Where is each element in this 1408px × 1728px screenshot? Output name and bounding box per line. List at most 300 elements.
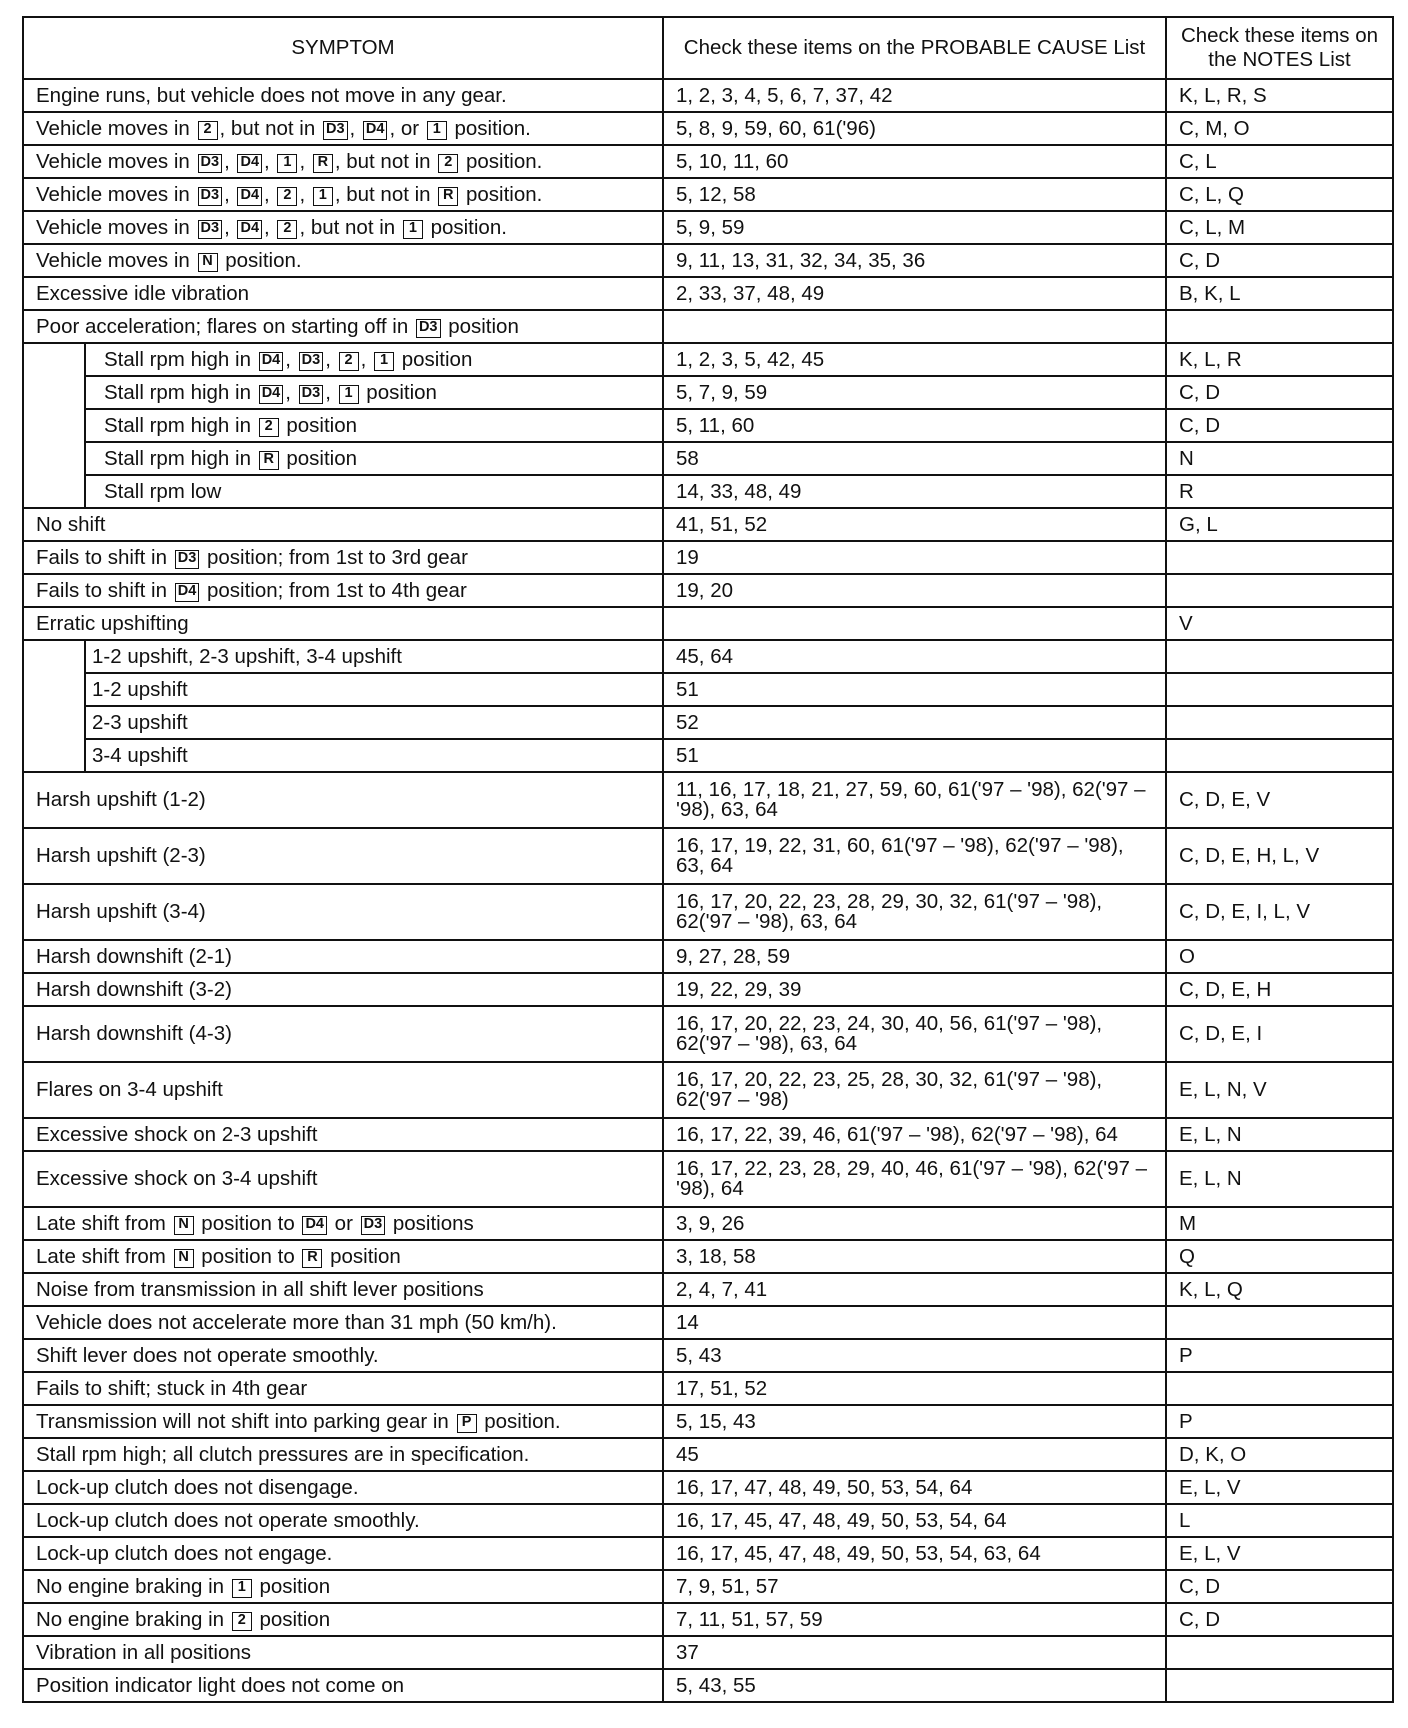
symptom-cell xyxy=(23,277,663,310)
probable-cause-cell: 16, 17, 45, 47, 48, 49, 50, 53, 54, 64 xyxy=(663,1504,1166,1537)
table-header-row xyxy=(23,17,1393,79)
table-row xyxy=(23,277,1393,310)
symptom-cell xyxy=(85,739,663,772)
symptom-text: position. xyxy=(478,1409,561,1433)
symptom-cell xyxy=(85,343,663,376)
probable-cause-cell: 1, 2, 3, 4, 5, 6, 7, 37, 42 xyxy=(663,79,1166,112)
symptom-cell xyxy=(23,145,663,178)
symptom-text: Excessive idle vibration xyxy=(36,281,250,305)
notes-cell xyxy=(1166,706,1393,739)
indent-spacer-cell xyxy=(23,343,85,508)
symptom-text: , but not in xyxy=(334,149,437,173)
probable-cause-cell: 51 xyxy=(663,673,1166,706)
symptom-cell xyxy=(85,673,663,706)
table-row xyxy=(23,475,1393,508)
symptom-text: position. xyxy=(219,248,302,272)
probable-cause-cell: 16, 17, 20, 22, 23, 28, 29, 30, 32, 61('97 – '98), 62('97 – '98), 63, 64 xyxy=(663,884,1166,940)
symptom-cell xyxy=(85,706,663,739)
symptom-column-header: SYMPTOM xyxy=(23,17,663,79)
symptom-cell xyxy=(23,1306,663,1339)
symptom-text: Poor acceleration; flares on starting off in xyxy=(36,314,414,338)
shift-position-badge: 1 xyxy=(277,154,297,173)
notes-cell xyxy=(1166,739,1393,772)
notes-cell: C, D xyxy=(1166,1603,1393,1636)
symptom-cell xyxy=(85,640,663,673)
probable-cause-cell: 14 xyxy=(663,1306,1166,1339)
table-row xyxy=(23,940,1393,973)
table-row xyxy=(23,1669,1393,1702)
symptom-cell xyxy=(23,1471,663,1504)
shift-position-badge: 1 xyxy=(427,121,447,140)
shift-position-badge: 1 xyxy=(232,1579,252,1598)
symptom-text: Late shift from xyxy=(36,1244,172,1268)
symptom-text: position xyxy=(360,380,437,404)
symptom-text: 1-2 upshift, 2-3 upshift, 3-4 upshift xyxy=(92,644,402,668)
symptom-cell xyxy=(23,940,663,973)
symptom-text: No engine braking in xyxy=(36,1574,230,1598)
symptom-text: Late shift from xyxy=(36,1211,172,1235)
table-row xyxy=(23,1438,1393,1471)
symptom-cell xyxy=(23,1006,663,1062)
symptom-cell xyxy=(23,772,663,828)
symptom-text: Excessive shock on 2-3 upshift xyxy=(36,1122,318,1146)
symptom-text: Harsh downshift (3-2) xyxy=(36,977,232,1001)
symptom-text: Harsh upshift (2-3) xyxy=(36,844,206,867)
probable-cause-cell: 19, 22, 29, 39 xyxy=(663,973,1166,1006)
symptom-cell xyxy=(23,1240,663,1273)
notes-cell: C, D xyxy=(1166,244,1393,277)
shift-position-badge: D3 xyxy=(198,220,223,239)
probable-cause-cell: 41, 51, 52 xyxy=(663,508,1166,541)
symptom-cell xyxy=(23,211,663,244)
symptom-text: Vehicle moves in xyxy=(36,215,196,239)
table-row xyxy=(23,343,1393,376)
symptom-text: Fails to shift; stuck in 4th gear xyxy=(36,1376,308,1400)
symptom-cell xyxy=(23,1537,663,1570)
symptom-text: , xyxy=(264,182,276,206)
notes-cell: K, L, R xyxy=(1166,343,1393,376)
shift-position-badge: D4 xyxy=(259,352,284,371)
probable-cause-cell: 7, 11, 51, 57, 59 xyxy=(663,1603,1166,1636)
table-row xyxy=(23,1306,1393,1339)
notes-cell: C, M, O xyxy=(1166,112,1393,145)
notes-cell: C, D xyxy=(1166,409,1393,442)
notes-cell: P xyxy=(1166,1339,1393,1372)
symptom-cell xyxy=(23,884,663,940)
symptom-cell xyxy=(23,244,663,277)
symptom-cell xyxy=(23,1504,663,1537)
probable-cause-cell: 16, 17, 22, 23, 28, 29, 40, 46, 61('97 – '98), 62('97 – '98), 64 xyxy=(663,1151,1166,1207)
shift-position-badge: D4 xyxy=(302,1216,327,1235)
probable-cause-cell: 5, 12, 58 xyxy=(663,178,1166,211)
shift-position-badge: 2 xyxy=(339,352,359,371)
troubleshooting-table-container xyxy=(22,16,1392,1703)
notes-cell: C, D xyxy=(1166,376,1393,409)
shift-position-badge: D3 xyxy=(299,385,324,404)
notes-cell: K, L, R, S xyxy=(1166,79,1393,112)
symptom-text: Vehicle moves in xyxy=(36,116,196,140)
symptom-cell xyxy=(23,828,663,884)
table-row xyxy=(23,574,1393,607)
shift-position-badge: 1 xyxy=(403,220,423,239)
notes-cell xyxy=(1166,1636,1393,1669)
notes-cell: D, K, O xyxy=(1166,1438,1393,1471)
shift-position-badge: D3 xyxy=(416,319,441,338)
symptom-text: 2-3 upshift xyxy=(92,710,188,734)
table-row xyxy=(23,1636,1393,1669)
probable-cause-cell: 52 xyxy=(663,706,1166,739)
symptom-text: , xyxy=(224,215,236,239)
probable-cause-cell: 16, 17, 20, 22, 23, 24, 30, 40, 56, 61('97 – '98), 62('97 – '98), 63, 64 xyxy=(663,1006,1166,1062)
symptom-text: Engine runs, but vehicle does not move in any gear. xyxy=(36,83,507,107)
symptom-troubleshooting-table xyxy=(22,16,1394,1703)
symptom-text: position. xyxy=(460,149,543,173)
symptom-text: Flares on 3-4 upshift xyxy=(36,1078,223,1101)
shift-position-badge: N xyxy=(174,1216,194,1235)
shift-position-badge: 1 xyxy=(374,352,394,371)
symptom-text: Transmission will not shift into parking gear in xyxy=(36,1409,455,1433)
notes-cell xyxy=(1166,310,1393,343)
shift-position-badge: D4 xyxy=(237,187,262,206)
shift-position-badge: D3 xyxy=(198,187,223,206)
probable-cause-cell: 17, 51, 52 xyxy=(663,1372,1166,1405)
symptom-cell xyxy=(23,1151,663,1207)
shift-position-badge: D4 xyxy=(259,385,284,404)
probable-cause-cell: 5, 10, 11, 60 xyxy=(663,145,1166,178)
symptom-text: Vehicle moves in xyxy=(36,248,196,272)
symptom-text: position xyxy=(253,1574,331,1598)
shift-position-badge: N xyxy=(174,1249,194,1268)
symptom-text: , xyxy=(325,380,337,404)
symptom-cell xyxy=(23,79,663,112)
table-row xyxy=(23,607,1393,640)
probable-cause-cell: 16, 17, 47, 48, 49, 50, 53, 54, 64 xyxy=(663,1471,1166,1504)
table-row xyxy=(23,1240,1393,1273)
table-row xyxy=(23,310,1393,343)
symptom-cell xyxy=(23,1636,663,1669)
probable-cause-cell: 9, 27, 28, 59 xyxy=(663,940,1166,973)
shift-position-badge: 1 xyxy=(313,187,333,206)
table-row xyxy=(23,1118,1393,1151)
probable-cause-cell: 5, 9, 59 xyxy=(663,211,1166,244)
symptom-text: Stall rpm high in xyxy=(104,413,257,437)
table-row xyxy=(23,541,1393,574)
probable-cause-cell: 37 xyxy=(663,1636,1166,1669)
notes-cell: C, D, E, H xyxy=(1166,973,1393,1006)
symptom-text: , xyxy=(285,347,297,371)
probable-cause-cell xyxy=(663,607,1166,640)
shift-position-badge: 2 xyxy=(277,187,297,206)
symptom-text: , xyxy=(264,149,276,173)
table-row xyxy=(23,1062,1393,1118)
table-row xyxy=(23,112,1393,145)
probable-cause-cell: 45 xyxy=(663,1438,1166,1471)
shift-position-badge: R xyxy=(313,154,333,173)
table-row xyxy=(23,145,1393,178)
symptom-text: , xyxy=(325,347,337,371)
symptom-text: position; from 1st to 4th gear xyxy=(201,578,467,602)
notes-cell: B, K, L xyxy=(1166,277,1393,310)
symptom-text: Harsh downshift (4-3) xyxy=(36,1022,232,1045)
probable-cause-cell: 3, 9, 26 xyxy=(663,1207,1166,1240)
shift-position-badge: D4 xyxy=(237,220,262,239)
shift-position-badge: R xyxy=(302,1249,322,1268)
table-row xyxy=(23,739,1393,772)
table-body xyxy=(23,79,1393,1702)
symptom-cell xyxy=(23,112,663,145)
table-row xyxy=(23,1273,1393,1306)
table-row xyxy=(23,772,1393,828)
shift-position-badge: D3 xyxy=(299,352,324,371)
table-row xyxy=(23,1405,1393,1438)
probable-cause-cell: 2, 33, 37, 48, 49 xyxy=(663,277,1166,310)
notes-cell: C, L, Q xyxy=(1166,178,1393,211)
symptom-text: , xyxy=(299,149,311,173)
shift-position-badge: 2 xyxy=(259,418,279,437)
shift-position-badge: D3 xyxy=(198,154,223,173)
symptom-cell xyxy=(85,442,663,475)
table-row xyxy=(23,1006,1393,1062)
symptom-text: Lock-up clutch does not engage. xyxy=(36,1541,333,1565)
symptom-cell xyxy=(23,508,663,541)
symptom-text: Excessive shock on 3-4 upshift xyxy=(36,1167,318,1190)
table-row xyxy=(23,884,1393,940)
probable-cause-cell: 16, 17, 19, 22, 31, 60, 61('97 – '98), 62('97 – '98), 63, 64 xyxy=(663,828,1166,884)
symptom-cell xyxy=(23,1669,663,1702)
probable-cause-cell xyxy=(663,310,1166,343)
table-row xyxy=(23,1372,1393,1405)
symptom-text: Stall rpm low xyxy=(104,479,222,503)
shift-position-badge: R xyxy=(259,451,279,470)
symptom-text: Fails to shift in xyxy=(36,578,173,602)
notes-cell: G, L xyxy=(1166,508,1393,541)
symptom-text: Fails to shift in xyxy=(36,545,173,569)
symptom-cell xyxy=(23,541,663,574)
table-row xyxy=(23,1339,1393,1372)
notes-cell xyxy=(1166,1372,1393,1405)
table-row xyxy=(23,442,1393,475)
symptom-text: 1-2 upshift xyxy=(92,677,188,701)
shift-position-badge: D4 xyxy=(363,121,388,140)
notes-cell: C, D xyxy=(1166,1570,1393,1603)
table-row xyxy=(23,244,1393,277)
symptom-cell xyxy=(23,973,663,1006)
symptom-text: 3-4 upshift xyxy=(92,743,188,767)
notes-cell xyxy=(1166,673,1393,706)
symptom-text: Erratic upshifting xyxy=(36,611,189,635)
probable-cause-cell: 19, 20 xyxy=(663,574,1166,607)
symptom-text: , but not in xyxy=(334,182,437,206)
notes-cell: N xyxy=(1166,442,1393,475)
symptom-cell xyxy=(23,1372,663,1405)
probable-cause-cell: 11, 16, 17, 18, 21, 27, 59, 60, 61('97 – '98), 62('97 – '98), 63, 64 xyxy=(663,772,1166,828)
shift-position-badge: 2 xyxy=(277,220,297,239)
symptom-text: , xyxy=(360,347,372,371)
symptom-text: , xyxy=(299,182,311,206)
table-row xyxy=(23,828,1393,884)
symptom-text: Vehicle moves in xyxy=(36,149,196,173)
shift-position-badge: 2 xyxy=(438,154,458,173)
table-row xyxy=(23,1207,1393,1240)
probable-cause-cell: 14, 33, 48, 49 xyxy=(663,475,1166,508)
symptom-text: Stall rpm high; all clutch pressures are in specification. xyxy=(36,1442,530,1466)
shift-position-badge: 2 xyxy=(198,121,218,140)
probable-cause-cell: 5, 15, 43 xyxy=(663,1405,1166,1438)
table-row xyxy=(23,1537,1393,1570)
probable-cause-cell: 19 xyxy=(663,541,1166,574)
symptom-text: , xyxy=(349,116,361,140)
symptom-cell xyxy=(23,1570,663,1603)
symptom-text: , xyxy=(224,149,236,173)
probable-cause-cell: 5, 8, 9, 59, 60, 61('96) xyxy=(663,112,1166,145)
notes-column-header: Check these items on the NOTES List xyxy=(1166,17,1393,79)
probable-cause-cell: 2, 4, 7, 41 xyxy=(663,1273,1166,1306)
symptom-text: position xyxy=(396,347,473,371)
symptom-text: position to xyxy=(195,1244,301,1268)
symptom-text: position xyxy=(253,1607,331,1631)
notes-cell: C, L, M xyxy=(1166,211,1393,244)
symptom-text: Vehicle moves in xyxy=(36,182,196,206)
table-row xyxy=(23,211,1393,244)
probable-cause-cell: 58 xyxy=(663,442,1166,475)
symptom-cell xyxy=(23,574,663,607)
notes-cell: V xyxy=(1166,607,1393,640)
table-row xyxy=(23,706,1393,739)
table-row xyxy=(23,178,1393,211)
table-row xyxy=(23,79,1393,112)
symptom-text: position xyxy=(280,413,358,437)
notes-cell: K, L, Q xyxy=(1166,1273,1393,1306)
notes-cell: E, L, V xyxy=(1166,1471,1393,1504)
probable-cause-cell: 16, 17, 20, 22, 23, 25, 28, 30, 32, 61('97 – '98), 62('97 – '98) xyxy=(663,1062,1166,1118)
shift-position-badge: D4 xyxy=(175,583,200,602)
probable-cause-column-header: Check these items on the PROBABLE CAUSE List xyxy=(663,17,1166,79)
symptom-cell xyxy=(23,1207,663,1240)
symptom-text: Harsh upshift (3-4) xyxy=(36,900,206,923)
probable-cause-cell: 45, 64 xyxy=(663,640,1166,673)
symptom-text: Stall rpm high in xyxy=(104,446,257,470)
notes-cell: O xyxy=(1166,940,1393,973)
probable-cause-cell: 51 xyxy=(663,739,1166,772)
probable-cause-cell: 5, 43, 55 xyxy=(663,1669,1166,1702)
notes-cell xyxy=(1166,640,1393,673)
symptom-text: Lock-up clutch does not operate smoothly. xyxy=(36,1508,420,1532)
symptom-text: Position indicator light does not come on xyxy=(36,1673,405,1697)
symptom-text: , or xyxy=(389,116,425,140)
symptom-cell xyxy=(85,376,663,409)
notes-cell: M xyxy=(1166,1207,1393,1240)
symptom-text: , but not in xyxy=(219,116,321,140)
shift-position-badge: D3 xyxy=(323,121,348,140)
symptom-cell xyxy=(23,178,663,211)
notes-cell: C, D, E, I, L, V xyxy=(1166,884,1393,940)
notes-cell: Q xyxy=(1166,1240,1393,1273)
symptom-text: Harsh downshift (2-1) xyxy=(36,944,232,968)
shift-position-badge: D3 xyxy=(361,1216,386,1235)
table-row xyxy=(23,640,1393,673)
symptom-cell xyxy=(23,607,663,640)
symptom-cell xyxy=(23,1405,663,1438)
symptom-cell xyxy=(23,1438,663,1471)
probable-cause-cell: 3, 18, 58 xyxy=(663,1240,1166,1273)
notes-cell: E, L, V xyxy=(1166,1537,1393,1570)
symptom-text: No engine braking in xyxy=(36,1607,230,1631)
notes-cell xyxy=(1166,541,1393,574)
symptom-cell xyxy=(23,1339,663,1372)
symptom-text: position. xyxy=(424,215,507,239)
symptom-cell xyxy=(85,475,663,508)
table-row xyxy=(23,1151,1393,1207)
symptom-text: position to xyxy=(195,1211,301,1235)
symptom-text: , but not in xyxy=(299,215,401,239)
symptom-text: Stall rpm high in xyxy=(104,347,257,371)
symptom-text: Vibration in all positions xyxy=(36,1640,251,1664)
symptom-cell xyxy=(23,310,663,343)
symptom-text: position; from 1st to 3rd gear xyxy=(201,545,468,569)
shift-position-badge: D3 xyxy=(175,550,200,569)
notes-cell: C, D, E, I xyxy=(1166,1006,1393,1062)
symptom-text: Stall rpm high in xyxy=(104,380,257,404)
probable-cause-cell: 5, 43 xyxy=(663,1339,1166,1372)
notes-cell xyxy=(1166,574,1393,607)
probable-cause-cell: 9, 11, 13, 31, 32, 34, 35, 36 xyxy=(663,244,1166,277)
table-row xyxy=(23,1471,1393,1504)
symptom-cell xyxy=(23,1118,663,1151)
notes-cell xyxy=(1166,1669,1393,1702)
notes-cell: P xyxy=(1166,1405,1393,1438)
notes-cell: C, L xyxy=(1166,145,1393,178)
symptom-text: Noise from transmission in all shift lever positions xyxy=(36,1277,484,1301)
symptom-text: position. xyxy=(448,116,531,140)
symptom-text: , xyxy=(285,380,297,404)
probable-cause-cell: 1, 2, 3, 5, 42, 45 xyxy=(663,343,1166,376)
probable-cause-cell: 7, 9, 51, 57 xyxy=(663,1570,1166,1603)
probable-cause-cell: 16, 17, 22, 39, 46, 61('97 – '98), 62('97 – '98), 64 xyxy=(663,1118,1166,1151)
notes-cell: E, L, N, V xyxy=(1166,1062,1393,1118)
symptom-text: , xyxy=(264,215,276,239)
shift-position-badge: D4 xyxy=(237,154,262,173)
shift-position-badge: 1 xyxy=(339,385,359,404)
table-row xyxy=(23,673,1393,706)
symptom-text: position xyxy=(280,446,358,470)
probable-cause-cell: 5, 11, 60 xyxy=(663,409,1166,442)
table-row xyxy=(23,508,1393,541)
symptom-text: position xyxy=(324,1244,401,1268)
probable-cause-cell: 16, 17, 45, 47, 48, 49, 50, 53, 54, 63, 64 xyxy=(663,1537,1166,1570)
notes-cell: E, L, N xyxy=(1166,1151,1393,1207)
symptom-text: Vehicle does not accelerate more than 31 mph (50 km/h). xyxy=(36,1310,557,1334)
notes-cell: E, L, N xyxy=(1166,1118,1393,1151)
shift-position-badge: N xyxy=(198,253,218,272)
table-row xyxy=(23,1570,1393,1603)
symptom-text: Lock-up clutch does not disengage. xyxy=(36,1475,359,1499)
notes-cell: R xyxy=(1166,475,1393,508)
notes-cell: L xyxy=(1166,1504,1393,1537)
shift-position-badge: 2 xyxy=(232,1612,252,1631)
table-row xyxy=(23,409,1393,442)
probable-cause-cell: 5, 7, 9, 59 xyxy=(663,376,1166,409)
symptom-cell xyxy=(23,1273,663,1306)
symptom-text: Harsh upshift (1-2) xyxy=(36,788,206,811)
symptom-text: position. xyxy=(460,182,543,206)
symptom-text: No shift xyxy=(36,512,106,536)
shift-position-badge: P xyxy=(457,1414,477,1433)
symptom-text: , xyxy=(224,182,236,206)
table-row xyxy=(23,376,1393,409)
symptom-text: Shift lever does not operate smoothly. xyxy=(36,1343,379,1367)
symptom-text: or xyxy=(328,1211,359,1235)
indent-spacer-cell xyxy=(23,640,85,772)
